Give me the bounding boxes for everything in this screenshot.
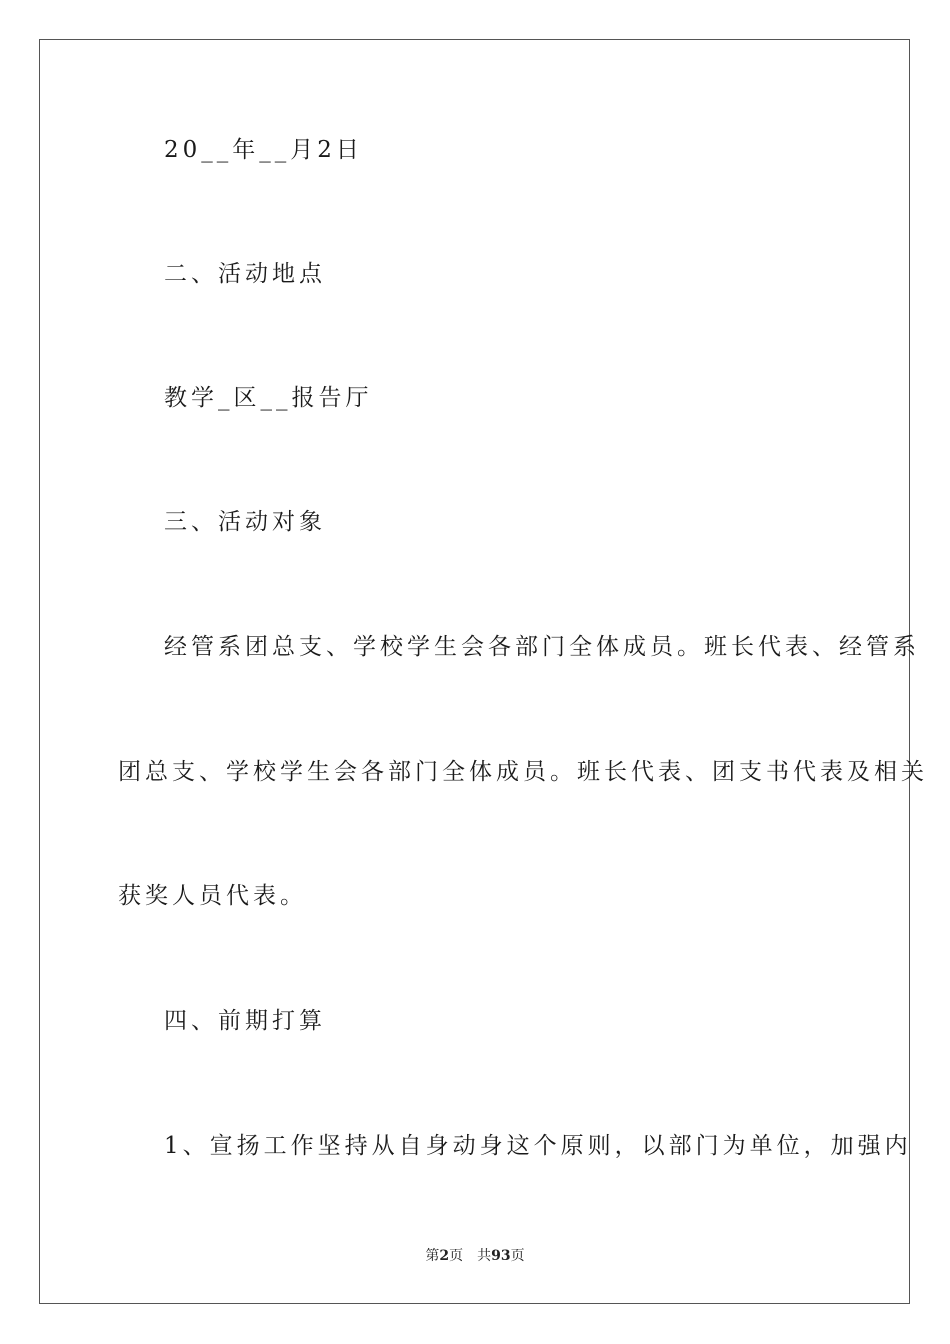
paragraph-line: 1、宣扬工作坚持从自身动身这个原则，以部门为单位，加强内 (164, 1133, 912, 1159)
page-footer (0, 1246, 950, 1266)
section-heading-preparation: 四、前期打算 (164, 1008, 326, 1034)
total-pages: 93 (491, 1248, 511, 1264)
total-prefix: 共 (477, 1248, 492, 1264)
date-line: 20__年__月2日 (164, 137, 363, 163)
page-prefix: 第 (425, 1248, 440, 1264)
section-heading-location: 二、活动地点 (164, 261, 326, 287)
location-text: 教学_区__报告厅 (164, 385, 373, 411)
page-suffix: 页 (449, 1248, 464, 1264)
page-border (39, 39, 910, 1304)
section-heading-audience: 三、活动对象 (164, 509, 326, 535)
total-suffix: 页 (510, 1248, 525, 1264)
paragraph-line: 经管系团总支、学校学生会各部门全体成员。班长代表、经管系 (164, 634, 920, 660)
page-number: 2 (439, 1248, 450, 1264)
paragraph-line: 获奖人员代表。 (118, 883, 307, 909)
paragraph-line: 团总支、学校学生会各部门全体成员。班长代表、团支书代表及相关 (118, 759, 928, 785)
